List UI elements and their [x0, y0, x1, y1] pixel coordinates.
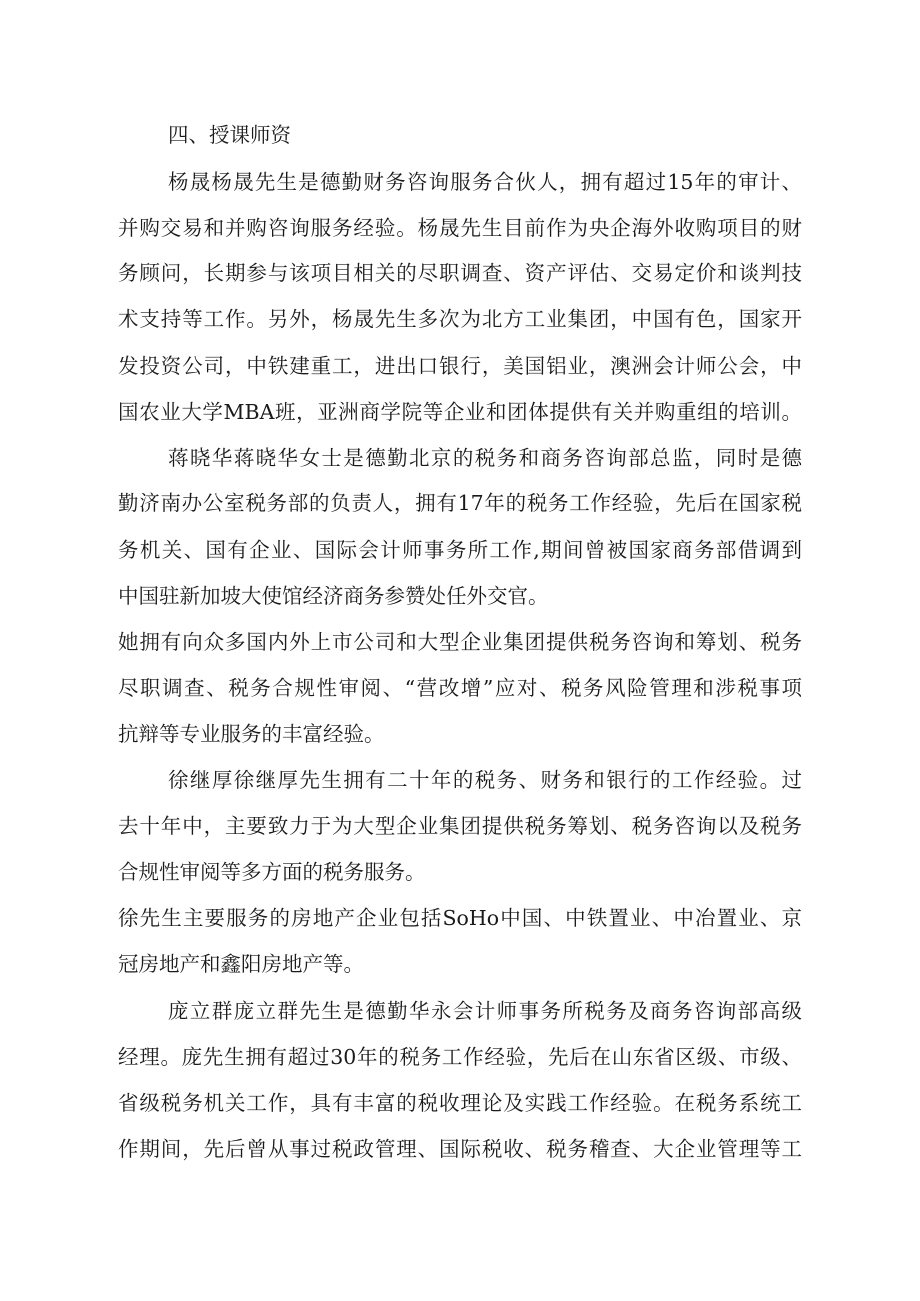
paragraph-pang-line-3: 省级税务机关工作，具有丰富的税收理论及实践工作经验。在税务系统工	[118, 1091, 802, 1115]
paragraph-line	[0, 392, 920, 432]
paragraph-yang-line-3: 务顾问，长期参与该项目相关的尽职调查、资产评估、交易定价和谈判技	[118, 261, 802, 285]
paragraph-line	[0, 898, 920, 938]
paragraph-xu2-line-2: 冠房地产和鑫阳房地产等。	[118, 952, 364, 976]
paragraph-line	[0, 668, 920, 708]
paragraph-line	[0, 346, 920, 386]
paragraph-pang-line-1: 庞立群庞立群先生是德勤华永会计师事务所税务及商务咨询部高级	[168, 999, 802, 1023]
paragraph-yang-line-1: 杨晟杨晟先生是德勤财务咨询服务合伙人，拥有超过15年的审计、	[168, 170, 802, 194]
paragraph-jiang-line-1: 蒋晓华蒋晓华女士是德勤北京的税务和商务咨询部总监，同时是德	[168, 446, 802, 470]
paragraph-line	[0, 253, 920, 293]
paragraph-jiang-line-2: 勤济南办公室税务部的负责人，拥有17年的税务工作经验，先后在国家税	[118, 491, 802, 515]
paragraph-line	[0, 991, 920, 1031]
paragraph-line	[0, 714, 920, 754]
paragraph-line	[0, 760, 920, 800]
paragraph-jiang-line-4: 中国驻新加坡大使馆经济商务参赞处任外交官。	[118, 584, 549, 608]
paragraph-pang-line-4: 作期间，先后曾从事过税政管理、国际税收、税务稽查、大企业管理等工	[118, 1137, 802, 1161]
paragraph-jiang2-line-3: 抗辩等专业服务的丰富经验。	[118, 722, 385, 746]
paragraph-line	[0, 806, 920, 846]
paragraph-line	[0, 852, 920, 892]
paragraph-xu-line-3: 合规性审阅等多方面的税务服务。	[118, 860, 426, 884]
paragraph-yang-line-5: 发投资公司，中铁建重工，进出口银行，美国铝业，澳洲会计师公会，中	[118, 354, 802, 378]
paragraph-line	[0, 162, 920, 202]
paragraph-line	[0, 944, 920, 984]
paragraph-pang-line-2: 经理。庞先生拥有超过30年的税务工作经验，先后在山东省区级、市级、	[118, 1045, 802, 1069]
paragraph-line	[0, 438, 920, 478]
section-title-text: 四、授课师资	[168, 123, 291, 147]
paragraph-line	[0, 483, 920, 523]
paragraph-line	[0, 622, 920, 662]
paragraph-yang-line-2: 并购交易和并购咨询服务经验。杨晟先生目前作为央企海外收购项目的财	[118, 216, 802, 240]
paragraph-jiang2-line-1: 她拥有向众多国内外上市公司和大型企业集团提供税务咨询和筹划、税务	[118, 630, 802, 654]
paragraph-line	[0, 1129, 920, 1169]
paragraph-line	[0, 530, 920, 570]
paragraph-xu-line-2: 去十年中，主要致力于为大型企业集团提供税务筹划、税务咨询以及税务	[118, 814, 802, 838]
paragraph-jiang-line-3: 务机关、国有企业、国际会计师事务所工作,期间曾被国家商务部借调到	[118, 538, 802, 562]
paragraph-yang-line-4: 术支持等工作。另外，杨晟先生多次为北方工业集团，中国有色，国家开	[118, 307, 802, 331]
paragraph-xu2-line-1: 徐先生主要服务的房地产企业包括SoHo中国、中铁置业、中冶置业、京	[118, 906, 802, 930]
paragraph-line	[0, 576, 920, 616]
paragraph-xu-line-1: 徐继厚徐继厚先生拥有二十年的税务、财务和银行的工作经验。过	[168, 768, 802, 792]
paragraph-line	[0, 299, 920, 339]
section-title	[0, 115, 920, 155]
paragraph-line	[0, 1083, 920, 1123]
paragraph-jiang2-line-2: 尽职调查、税务合规性审阅、“营改增”应对、税务风险管理和涉税事项	[118, 676, 802, 700]
paragraph-line	[0, 1037, 920, 1077]
paragraph-line	[0, 208, 920, 248]
paragraph-yang-line-6: 国农业大学MBA班，亚洲商学院等企业和团体提供有关并购重组的培训。	[118, 400, 802, 424]
